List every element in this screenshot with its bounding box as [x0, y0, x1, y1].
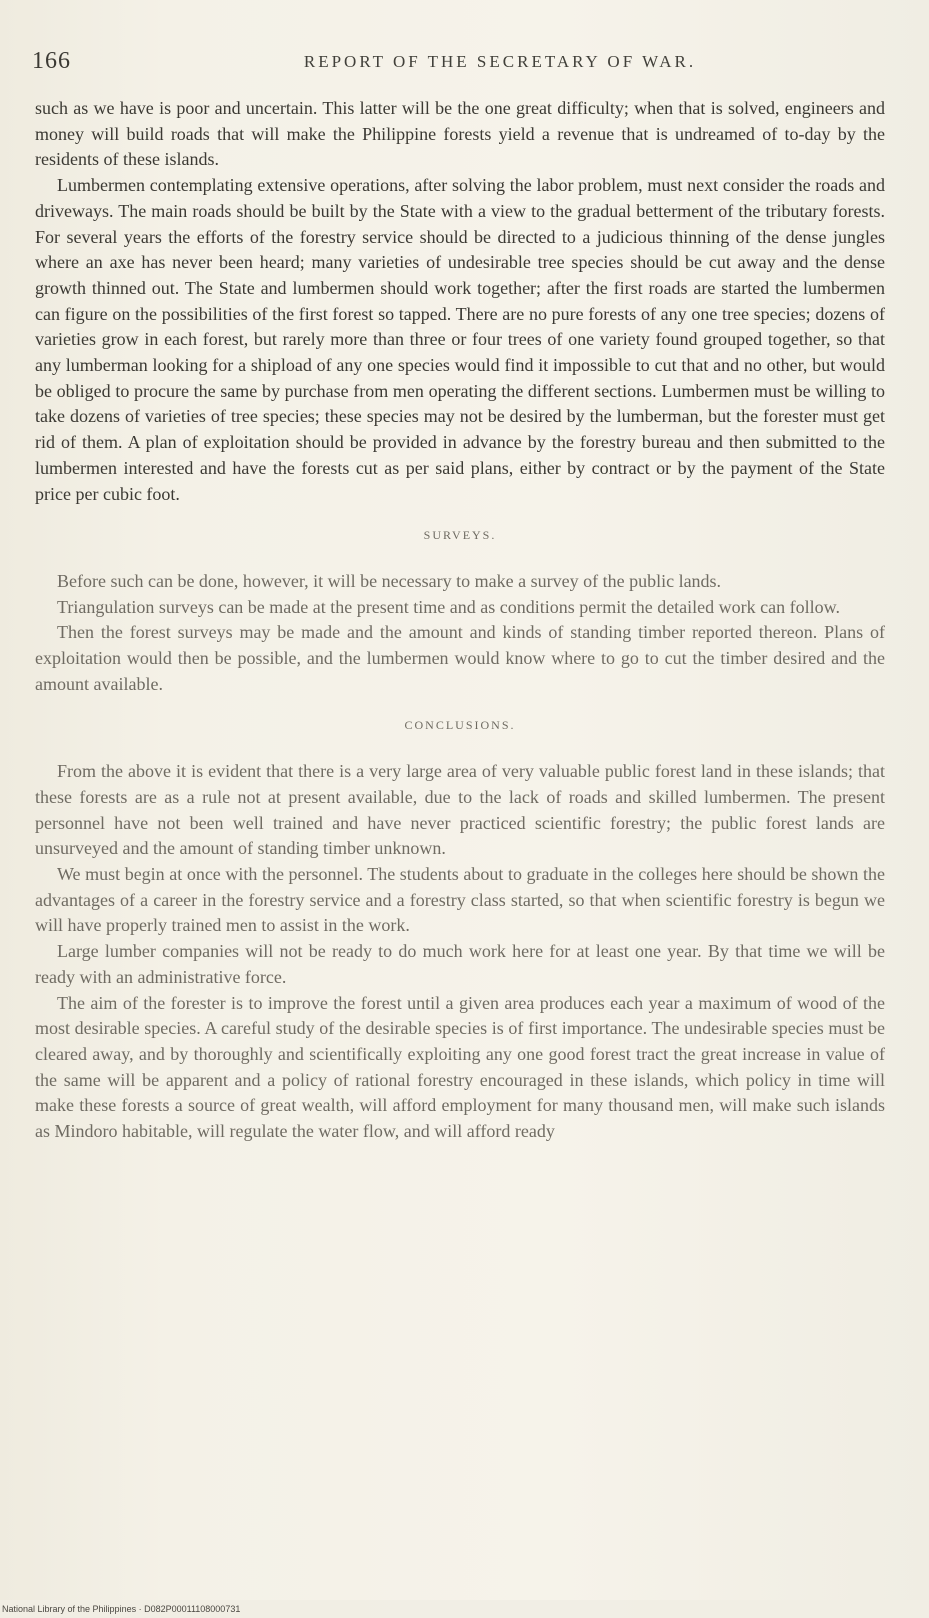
- paragraph-6: From the above it is evident that there is a very large area of very valuable public forest land in these islands; that these forests are as a rule not at present available, due to the lack of roads and skilled lumbermen. The present personnel have not been well trained and have never practiced scientific forestry; the public forest lands are unsurveyed and the amount of standing timber unknown.: [35, 761, 885, 859]
- paragraph-8: Large lumber companies will not be ready to do much work here for at least one year. By that time we will be ready with an administrative force.: [35, 941, 885, 987]
- paragraph-1: such as we have is poor and uncertain. This latter will be the one great difficulty; when that is solved, engineers and money will build roads that will make the Philippine forests yield a revenue that is undreamed of to-day by the residents of these islands.: [35, 98, 885, 170]
- section-heading-conclusions: CONCLUSIONS.: [404, 718, 516, 733]
- paragraph-5: Then the forest surveys may be made and the amount and kinds of standing timber reported thereon. Plans of exploitation would then be possible, and the lumbermen would know where to go to cut the timber desired and the amount available.: [35, 622, 885, 694]
- paragraph-3: Before such can be done, however, it will be necessary to make a survey of the public lands.: [57, 570, 722, 591]
- paragraph-9: The aim of the forester is to improve the forest until a given area produces each year a maximum of wood of the most desirable species. A careful study of the desirable species is of first importance. The undesirable species must be cleared away, and by thoroughly and scientifically exploiting any one good forest tract the great increase in value of the same will be apparent and a policy of rational forestry encouraged in these islands, which policy in time will make these forests a source of great wealth, will afford employment for many thousand men, will make such islands as Mindoro habitable, will regulate the water flow, and will afford ready: [35, 992, 885, 1142]
- page-header: [30, 40, 881, 78]
- scan-footer: National Library of the Philippines · D082P00011108000731: [0, 1600, 929, 1618]
- paragraph-4: Triangulation surveys can be made at the present time and as conditions permit the detailed work can follow.: [57, 596, 840, 617]
- running-head: REPORT OF THE SECRETARY OF WAR.: [303, 52, 697, 71]
- paragraph-7: We must begin at once with the personnel. The students about to graduate in the colleges here should be shown the advantages of a career in the forestry service and a forestry class started, so that when scientific forestry is begun we will have properly trained men to assist in the work.: [35, 863, 885, 936]
- paragraph-2: Lumbermen contemplating extensive operations, after solving the labor problem, must next consider the roads and driveways. The main roads should be built by the State with a view to the gradual betterment of the tributary forests. For several years the efforts of the forestry service should be directed to a judicious thinning of the dense jungles where an axe has never been heard; many varieties of undesirable tree species should be cut away and the dense growth thinned out. The State and lumbermen should work together; after the first roads are started the lumbermen can figure on the possibilities of the first forest so tapped. There are no pure forests of any one tree species; dozens of varieties grow in each forest, but rarely more than three or four trees of one variety found grouped together, so that any lumberman looking for a shipload of any one species would find it impossible to cut that and no other, but would be obliged to procure the same by purchase from men operating the different sections. Lumbermen must be willing to take dozens of varieties of tree species; these species may not be desired by the lumberman, but the forester must get rid of them. A plan of exploitation should be provided in advance by the forestry bureau and then submitted to the lumbermen interested and have the forests cut as per said plans, either by contract or by the payment of the State price per cubic foot.: [35, 175, 885, 504]
- page-number: 166: [32, 48, 71, 74]
- document-body: [35, 96, 885, 1145]
- section-heading-surveys: SURVEYS.: [423, 528, 497, 543]
